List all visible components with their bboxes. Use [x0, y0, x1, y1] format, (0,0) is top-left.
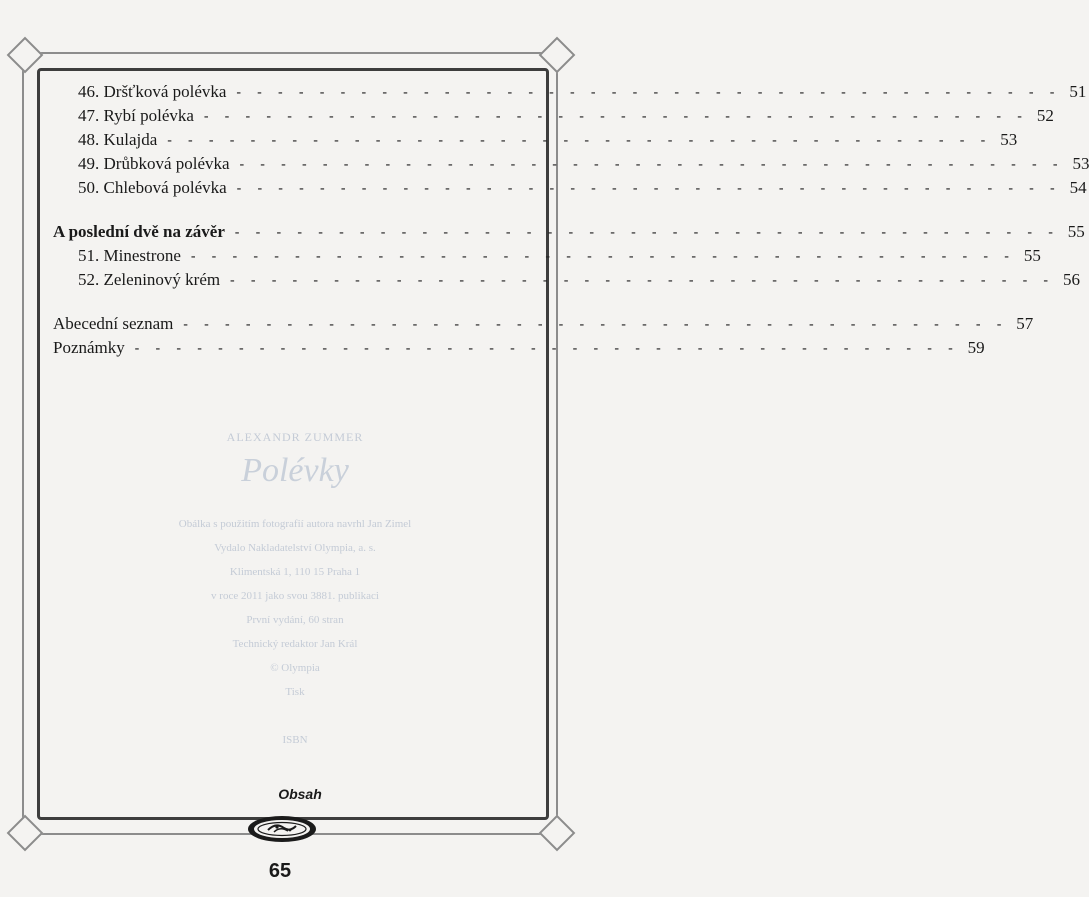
- toc-entry-label: 52. Zeleninový krém: [78, 270, 221, 289]
- soup-bowl-icon: [246, 814, 318, 844]
- bleed-through-line: ISBN: [282, 734, 308, 746]
- bleed-through-line: © Olympia: [270, 662, 320, 674]
- toc-entry[interactable]: [53, 104, 1054, 128]
- toc-entry-page: 54: [1069, 178, 1087, 197]
- toc-entry-label: 50. Chlebová polévka: [78, 178, 227, 197]
- toc-entry[interactable]: [53, 336, 985, 360]
- toc-dot-leader: - - - - - - - - - - - - - - - - - - - - - - - - - - - - - - - - - - - - - - - -: [237, 157, 1062, 173]
- toc-entry-page: 59: [967, 338, 985, 357]
- bleed-through-title: Polévky: [241, 452, 349, 489]
- toc-dot-leader: - - - - - - - - - - - - - - - - - - - - - - - - - - - - - - - - - - - - - - - -: [234, 181, 1059, 197]
- footer-section-label: Obsah: [278, 786, 322, 802]
- toc-dot-leader: - - - - - - - - - - - - - - - - - - - - - - - - - - - - - - - - - - - - - - - -: [201, 109, 1026, 125]
- bleed-through-line: Obálka s použitím fotografií autora navrhl Jan Zimel: [178, 518, 412, 530]
- toc-entry-page: 57: [1016, 314, 1034, 333]
- bleed-through-line: Technický redaktor Jan Král: [232, 638, 358, 650]
- toc-section-page: 55: [1067, 222, 1085, 241]
- toc-entry-page: 55: [1023, 246, 1041, 265]
- toc-entry-label: 46. Dršťková polévka: [78, 82, 227, 101]
- toc-entry-page: 52: [1036, 106, 1054, 125]
- toc-entry[interactable]: [53, 176, 1087, 200]
- toc-entry-label: Poznámky: [53, 338, 125, 357]
- bleed-through-line: Klimentská 1, 110 15 Praha 1: [229, 566, 361, 578]
- bleed-through-author: ALEXANDR ZUMMER: [226, 430, 364, 444]
- bleed-through-line: Tisk: [285, 686, 305, 698]
- toc-entry-page: 51: [1069, 82, 1087, 101]
- toc-entry-label: 49. Drůbková polévka: [78, 154, 230, 173]
- toc-dot-leader: - - - - - - - - - - - - - - - - - - - - - - - - - - - - - - - - - - - - - - - -: [181, 317, 1006, 333]
- table-of-contents: [53, 80, 1089, 360]
- toc-entry[interactable]: [53, 128, 1018, 152]
- toc-entry-page: 56: [1062, 270, 1080, 289]
- toc-group-final: [53, 220, 1085, 292]
- toc-entry-label: 47. Rybí polévka: [78, 106, 194, 125]
- toc-entry[interactable]: [53, 244, 1041, 268]
- toc-entry-page: 53: [1072, 154, 1089, 173]
- page-number: 65: [268, 860, 292, 882]
- toc-entry[interactable]: [53, 268, 1080, 292]
- toc-entry-label: 51. Minestrone: [78, 246, 181, 265]
- toc-dot-leader: - - - - - - - - - - - - - - - - - - - - - - - - - - - - - - - - - - - - - - - -: [132, 341, 957, 357]
- toc-entry[interactable]: [53, 152, 1089, 176]
- toc-entry[interactable]: [53, 312, 1034, 336]
- toc-dot-leader: - - - - - - - - - - - - - - - - - - - - - - - - - - - - - - - - - - - - - - - -: [188, 249, 1013, 265]
- toc-entry-label: 48. Kulajda: [78, 130, 158, 149]
- toc-entry-page: 53: [1000, 130, 1018, 149]
- toc-dot-leader: - - - - - - - - - - - - - - - - - - - - - - - - - - - - - - - - - - - - - - - -: [232, 225, 1057, 241]
- toc-section-heading[interactable]: [53, 220, 1085, 244]
- toc-dot-leader: - - - - - - - - - - - - - - - - - - - - - - - - - - - - - - - - - - - - - - - -: [234, 85, 1059, 101]
- bleed-through-line: Vydalo Nakladatelství Olympia, a. s.: [214, 542, 376, 554]
- toc-group-appendix: [53, 312, 1034, 360]
- toc-entry-label: Abecední seznam: [53, 314, 174, 333]
- toc-dot-leader: - - - - - - - - - - - - - - - - - - - - - - - - - - - - - - - - - - - - - - - -: [228, 273, 1052, 289]
- toc-dot-leader: - - - - - - - - - - - - - - - - - - - - - - - - - - - - - - - - - - - - - - - -: [165, 133, 990, 149]
- bleed-through-line: První vydání, 60 stran: [246, 614, 344, 626]
- bleed-through-line: v roce 2011 jako svou 3881. publikaci: [211, 590, 379, 602]
- toc-group-soups: [53, 80, 1089, 200]
- toc-section-label: A poslední dvě na závěr: [53, 222, 225, 241]
- toc-entry[interactable]: [53, 80, 1087, 104]
